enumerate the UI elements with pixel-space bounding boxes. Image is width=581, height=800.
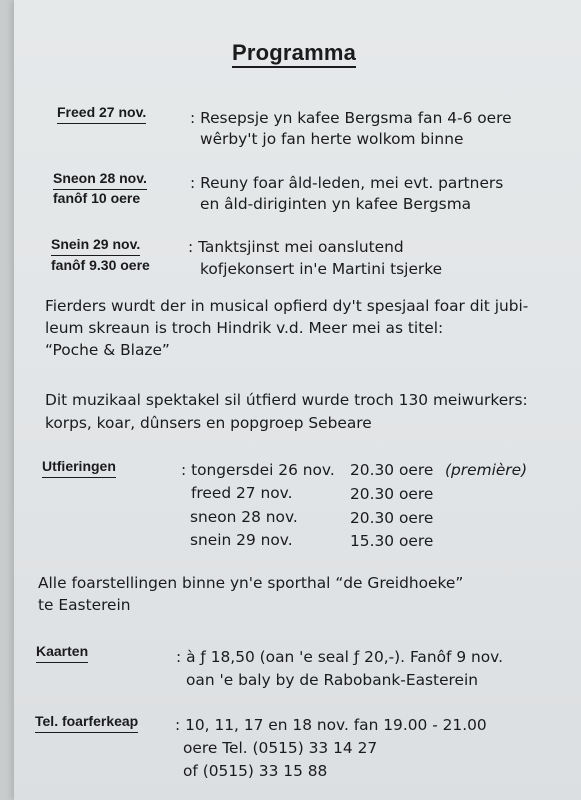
event-time-label: fanôf 9.30 oere	[51, 257, 150, 273]
spectacle-paragraph-line: korps, koar, dûnsers en popgroep Sebeare	[45, 414, 372, 432]
event-line: kofjekonsert in'e Martini tsjerke	[200, 260, 443, 278]
event-line: wêrby't jo fan herte wolkom binne	[200, 130, 464, 148]
event-line: : Tanktsjinst mei oanslutend	[188, 238, 404, 256]
musical-paragraph-line: “Poche & Blaze”	[45, 341, 170, 359]
page-edge	[0, 0, 14, 800]
presale-label: Tel. foarferkeap	[35, 711, 138, 733]
event-line: : Resepsje yn kafee Bergsma fan 4-6 oere	[190, 109, 512, 127]
venue-paragraph-line: te Easterein	[38, 596, 131, 614]
tickets-label: Kaarten	[36, 641, 88, 663]
presale-line: of (0515) 33 15 88	[183, 762, 328, 780]
event-time-label: fanôf 10 oere	[53, 190, 141, 206]
musical-paragraph-line: Fierders wurdt der in musical opfierd dy't spesjaal foar dit jubi-	[45, 297, 529, 315]
performance-time: 20.30 oere	[350, 509, 434, 527]
performance-day: freed 27 nov.	[191, 484, 293, 502]
performance-day: snein 29 nov.	[190, 531, 293, 549]
event-line: en âld-diriginten yn kafee Bergsma	[200, 195, 472, 213]
event-line: : Reuny foar âld-leden, mei evt. partners	[190, 174, 504, 192]
performance-day: sneon 28 nov.	[190, 508, 298, 526]
page-title: Programma	[232, 41, 356, 68]
musical-paragraph-line: leum skreaun is troch Hindrik v.d. Meer mei as titel:	[45, 319, 444, 337]
performance-time: 20.30 oere	[350, 485, 434, 503]
event-day-label: Freed 27 nov.	[57, 102, 146, 124]
tickets-line: : à ƒ 18,50 (oan 'e seal ƒ 20,-). Fanôf 9 nov.	[176, 648, 503, 666]
spectacle-paragraph-line: Dit muzikaal spektakel sil útfierd wurde troch 130 meiwurkers:	[45, 391, 528, 409]
performance-time: 15.30 oere	[350, 532, 434, 550]
venue-paragraph-line: Alle foarstellingen binne yn'e sporthal “de Greidhoeke”	[38, 574, 464, 592]
performance-note: (première)	[445, 461, 528, 479]
event-day-label: Sneon 28 nov.	[53, 168, 147, 190]
presale-line: oere Tel. (0515) 33 14 27	[183, 739, 378, 757]
presale-line: : 10, 11, 17 en 18 nov. fan 19.00 - 21.00	[175, 716, 487, 734]
event-day-label: Snein 29 nov.	[51, 234, 140, 256]
tickets-line: oan 'e baly by de Rabobank-Easterein	[186, 671, 479, 689]
performance-time: 20.30 oere	[350, 461, 434, 479]
performances-label: Utfieringen	[42, 456, 116, 478]
performance-day: : tongersdei 26 nov.	[181, 461, 335, 479]
